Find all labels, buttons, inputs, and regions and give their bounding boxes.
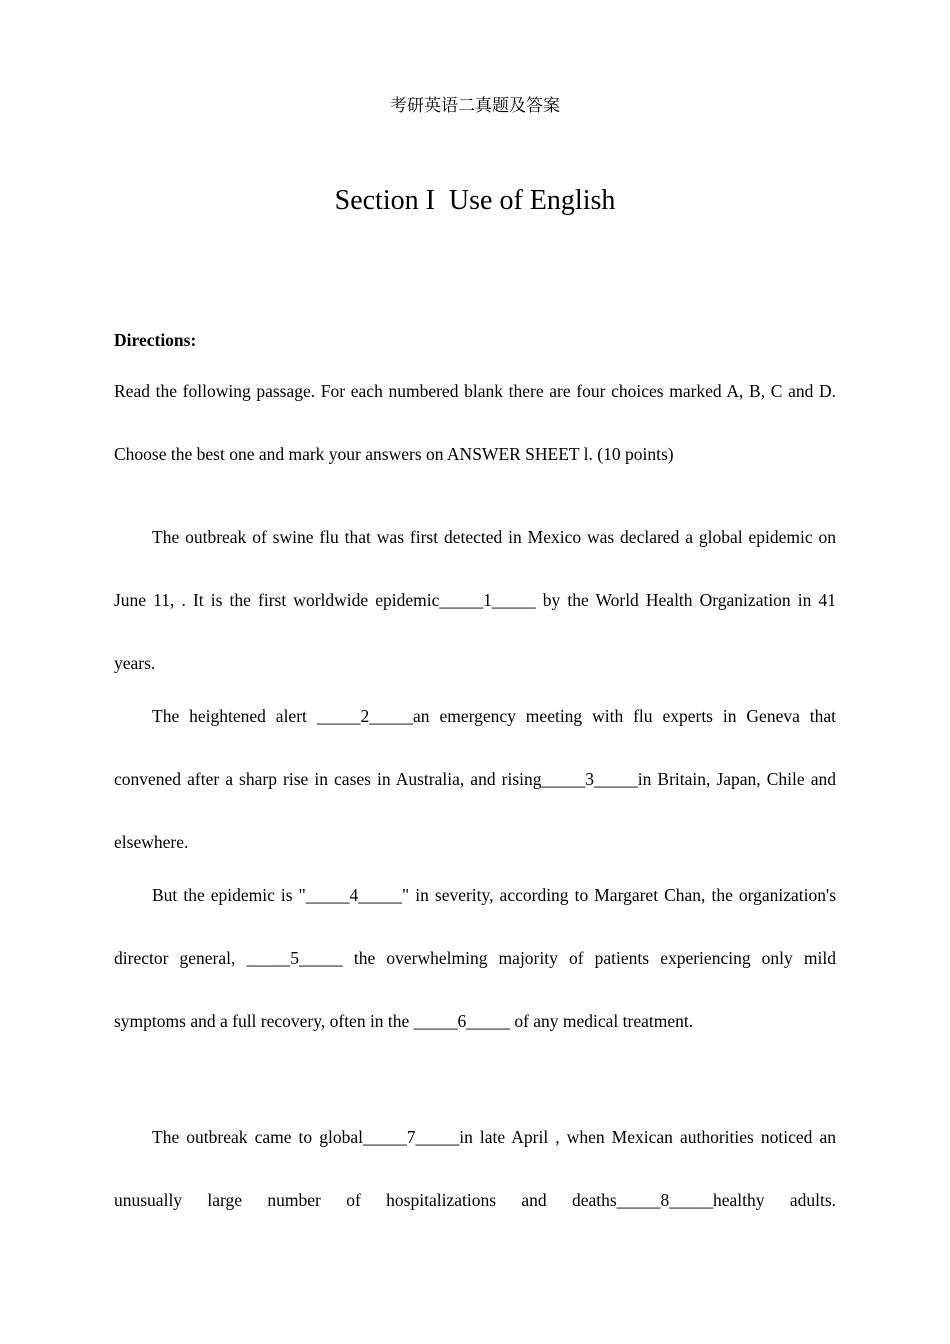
directions-paragraph: Read the following passage. For each numbered blank there are four choices marked A, B, C and D. Choose the best one and mark your answers on ANSWER SHEET l. (10 points) bbox=[114, 381, 836, 464]
paragraph-text: But the epidemic is "_____4_____" in severity, according to Margaret Chan, the organization's director general, _____5_____ the overwhelming majority of patients experiencing only mild symptoms and a full recovery, often in the _____6_____ of any medical treatment. bbox=[114, 885, 836, 1031]
passage-paragraph-2 bbox=[114, 685, 836, 874]
paragraph-text: The outbreak came to global_____7_____in late April , when Mexican authorities noticed an unusually large number of hospitalizations and deaths_____8_____healthy adults. bbox=[114, 1127, 836, 1210]
passage-paragraph-3 bbox=[114, 864, 836, 1053]
passage-paragraph-4 bbox=[114, 1106, 836, 1232]
paragraph-text: The outbreak of swine flu that was first detected in Mexico was declared a global epidemic on June 11, . It is the first worldwide epidemic_____1_____ by the World Health Organization in 41 years. bbox=[114, 527, 836, 673]
document-title: 考研英语二真题及答案 bbox=[390, 96, 560, 116]
paragraph-text: The heightened alert _____2_____an emergency meeting with flu experts in Geneva that convened after a sharp rise in cases in Australia, and rising_____3_____in Britain, Japan, Chile and elsewhere. bbox=[114, 706, 836, 852]
directions-label: Directions: bbox=[114, 330, 197, 350]
passage-paragraph-1 bbox=[114, 506, 836, 695]
section-heading: Section I Use of English bbox=[334, 185, 616, 216]
directions-text bbox=[114, 360, 836, 486]
